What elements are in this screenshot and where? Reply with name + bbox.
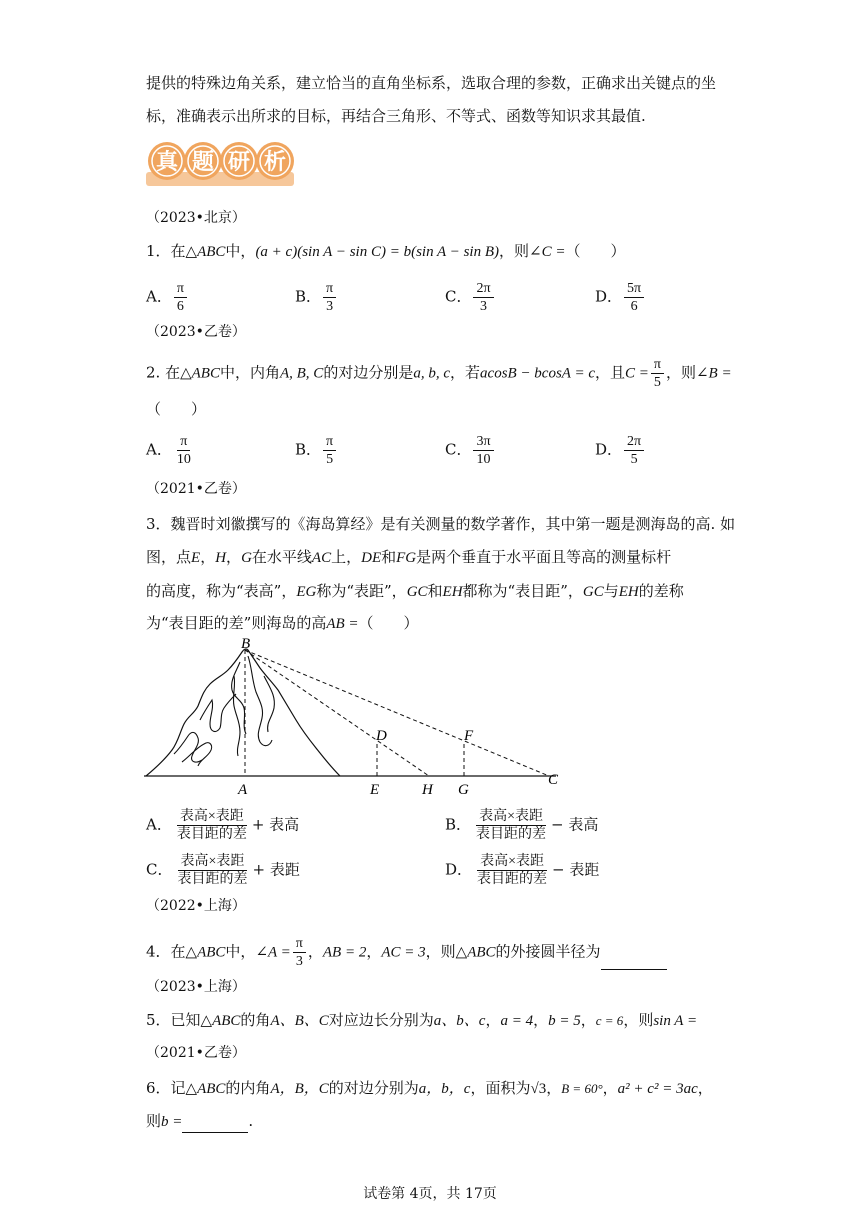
q2-text: 中，内角 — [219, 363, 280, 382]
q4-text: 中， — [225, 942, 256, 961]
page-footer: 试卷第 4页，共 17页 — [363, 1186, 497, 1202]
fraction-num: π — [651, 356, 664, 374]
q2-condition-fraction — [651, 356, 664, 391]
q2-stem — [146, 356, 732, 391]
fraction-den: 3 — [480, 299, 488, 314]
fraction-den: 10 — [476, 452, 491, 467]
q2-option-c[interactable] — [445, 433, 496, 468]
q1-option-c[interactable] — [445, 280, 496, 315]
fraction-den: 3 — [295, 954, 303, 969]
q2-text: ，且 — [594, 363, 625, 382]
label-h: H — [422, 782, 433, 798]
q3-math: EH — [442, 584, 463, 600]
fraction-num: 2π — [473, 280, 493, 298]
option-fraction — [174, 853, 250, 888]
q6-text: ， — [546, 1079, 562, 1097]
q4-fraction — [293, 935, 306, 970]
q6-text: ， — [602, 1079, 618, 1097]
q3-text: 称为“表距”， — [316, 582, 407, 600]
label-c: C — [548, 772, 559, 788]
option-fraction — [174, 808, 250, 843]
q5-text: ，则 — [623, 1011, 654, 1029]
q5-text: ， — [533, 1011, 549, 1029]
q3-math: EG — [296, 584, 317, 600]
q6-target: b = — [161, 1114, 183, 1130]
q5-text: ， — [580, 1011, 596, 1029]
q3-line-2 — [146, 546, 671, 569]
q5-triangle: △ABC — [200, 1013, 241, 1029]
q2-target: ∠B = — [695, 365, 732, 382]
q4-angle: ∠A = — [255, 944, 291, 961]
fraction-num: 表高×表距 — [178, 853, 248, 871]
q3-option-d[interactable] — [445, 853, 599, 888]
q6-text: ， — [697, 1079, 713, 1097]
option-fraction — [323, 433, 336, 468]
q3-math: GC — [582, 584, 604, 600]
fraction-num: 3π — [473, 433, 493, 451]
fraction-num: π — [177, 433, 190, 451]
option-label: A． — [146, 287, 172, 306]
q6-answer-blank[interactable] — [182, 1116, 248, 1133]
label-g: G — [458, 782, 469, 798]
q3-math: E — [191, 550, 201, 566]
option-fraction — [473, 280, 493, 315]
fraction-num: π — [323, 433, 336, 451]
option-label: B． — [295, 287, 322, 306]
q6-text: 6．记 — [146, 1079, 186, 1097]
option-fraction — [174, 433, 194, 468]
q4-stem — [146, 935, 667, 970]
option-fraction — [174, 280, 187, 315]
q3-text: 都称为“表目距”， — [462, 582, 583, 600]
q3-text: ， — [200, 548, 216, 566]
q3-line-3 — [146, 580, 684, 603]
option-fraction — [473, 433, 493, 468]
q3-text: 上， — [331, 548, 362, 566]
option-fraction — [323, 280, 336, 315]
q3-text: 在水平线 — [251, 548, 312, 566]
q3-text: 图，点 — [146, 548, 192, 566]
option-fraction — [474, 853, 550, 888]
q3-text: 与 — [603, 582, 619, 600]
q3-option-a[interactable] — [146, 808, 299, 843]
option-label: A． — [146, 440, 172, 459]
q3-math: FG — [396, 550, 417, 566]
label-a: A — [238, 782, 248, 798]
q3-target: AB = — [326, 616, 359, 632]
fraction-den: 6 — [630, 299, 638, 314]
q2-option-b[interactable] — [295, 433, 338, 468]
q1-text: ，则 — [498, 242, 529, 260]
q6-angles: A，B，C — [270, 1081, 329, 1097]
fraction-num: 表高×表距 — [177, 808, 247, 826]
option-label: C． — [445, 287, 472, 306]
q5-a: a = 4 — [500, 1013, 534, 1029]
q3-math: DE — [361, 550, 382, 566]
option-label: D． — [595, 287, 623, 306]
q1-source: （2023•北京） — [146, 210, 246, 226]
q1-option-a[interactable] — [146, 280, 189, 315]
q3-option-b[interactable] — [445, 808, 598, 843]
q2-sides: a, b, c — [413, 365, 451, 382]
q2-option-a[interactable] — [146, 433, 196, 468]
q1-option-b[interactable] — [295, 280, 338, 315]
island-ridge-2 — [200, 694, 236, 731]
q5-stem — [146, 1009, 697, 1032]
label-d: D — [376, 728, 387, 744]
q6-text: 的对边分别为 — [328, 1079, 419, 1097]
q3-text: ， — [226, 548, 242, 566]
banner-char-2: 题 — [191, 150, 215, 175]
q2-triangle: △ABC — [180, 365, 220, 382]
q3-math: G — [241, 550, 252, 566]
option-label: D． — [595, 440, 623, 459]
q4-ab: AB = 2 — [322, 944, 367, 961]
option-label: B． — [445, 815, 472, 834]
q5-angles: A、B、C — [270, 1013, 329, 1029]
fraction-den: 表目距的差 — [476, 827, 547, 842]
q3-math: H — [215, 550, 227, 566]
q3-source: （2021•乙卷） — [146, 481, 246, 497]
option-tail: − 表高 — [551, 815, 599, 834]
q3-text: 的差称 — [638, 582, 684, 600]
q1-stem — [146, 240, 625, 263]
q3-line-1: 3．魏晋时刘徽撰写的《海岛算经》是有关测量的数学著作，其中第一题是测海岛的高. 如 — [146, 515, 736, 533]
q5-target: sin A = — [653, 1013, 698, 1029]
q3-math: AC — [311, 550, 332, 566]
option-label: A． — [146, 815, 172, 834]
fraction-den: 5 — [630, 452, 638, 467]
fraction-den: 5 — [653, 375, 661, 390]
q2-option-d[interactable] — [595, 433, 646, 468]
island-figure — [144, 636, 574, 798]
fraction-num: π — [323, 280, 336, 298]
q4-triangle: △ABC — [185, 944, 226, 961]
q1-triangle: △ABC — [185, 244, 226, 260]
q3-answer-paren: （ ） — [358, 614, 419, 632]
q6-equation: a² + c² = 3ac — [617, 1081, 698, 1097]
q2-answer-paren: （ ） — [146, 400, 207, 418]
q2-source: （2023•乙卷） — [146, 324, 246, 340]
q2-formula: acosB − bcosA = c — [480, 365, 595, 382]
q1-text: 中， — [225, 242, 256, 260]
q4-source: （2022•上海） — [146, 898, 246, 914]
option-fraction — [473, 808, 549, 843]
q3-text: 为“表目距的差”则海岛的高 — [146, 614, 327, 632]
option-label: D． — [445, 860, 473, 879]
q5-b: b = 5 — [548, 1013, 581, 1029]
q2-text: 的对边分别是 — [323, 363, 414, 382]
q3-math: GC — [406, 584, 428, 600]
q2-text: ，若 — [450, 363, 481, 382]
intro-line-1: 提供的特殊边角关系，建立恰当的直角坐标系，选取合理的参数，正确求出关键点的坐 — [146, 74, 717, 92]
q4-text: ，则 — [425, 942, 456, 961]
q4-ac: AC = 3 — [381, 944, 426, 961]
fraction-den: 5 — [326, 452, 334, 467]
q4-text: 4．在 — [146, 942, 186, 961]
q6-text: 则 — [146, 1112, 162, 1130]
q1-text: 1．在 — [146, 242, 186, 260]
q3-option-c[interactable] — [146, 853, 300, 888]
label-f: F — [464, 728, 474, 744]
fraction-num: 2π — [624, 433, 644, 451]
fraction-den: 表目距的差 — [477, 872, 548, 887]
intro-line-2: 标，准确表示出所求的目标，再结合三角形、不等式、函数等知识求其最值. — [146, 107, 646, 125]
q4-answer-blank[interactable] — [601, 953, 667, 970]
q4-triangle: △ABC — [455, 944, 496, 961]
fraction-num: π — [293, 935, 306, 953]
island-outline — [146, 649, 340, 776]
label-b: B — [241, 636, 251, 652]
banner-char-1: 真 — [155, 150, 179, 175]
q6-area: √3 — [530, 1081, 547, 1097]
q3-line-4 — [146, 612, 419, 635]
q6-stem — [146, 1077, 713, 1100]
option-tail: + 表距 — [252, 860, 300, 879]
q5-sides: a、b、c — [433, 1013, 486, 1029]
fraction-den: 表目距的差 — [177, 872, 248, 887]
q3-text: 和 — [427, 582, 443, 600]
fraction-num: 5π — [624, 280, 644, 298]
q6-sides: a，b，c — [418, 1081, 471, 1097]
banner-char-4: 析 — [263, 150, 287, 175]
q6-text: ，面积为 — [470, 1079, 531, 1097]
q6-line-2 — [146, 1110, 253, 1133]
q5-text: 对应边长分别为 — [328, 1011, 434, 1029]
q2-text: 2. 在 — [146, 363, 181, 382]
fraction-den: 6 — [176, 299, 184, 314]
banner-char-3: 研 — [227, 150, 251, 175]
q5-c: c = 6 — [595, 1013, 624, 1028]
q5-source: （2023•上海） — [146, 979, 246, 995]
option-tail: − 表距 — [552, 860, 600, 879]
q6-triangle: △ABC — [185, 1081, 226, 1097]
fraction-den: 3 — [326, 299, 334, 314]
q3-text: 是两个垂直于水平面且等高的测量标杆 — [416, 548, 672, 566]
q3-math: EH — [618, 584, 639, 600]
q6-text: 的内角 — [225, 1079, 271, 1097]
fraction-den: 表目距的差 — [176, 827, 247, 842]
q3-text: 和 — [381, 548, 397, 566]
q2-angles: A, B, C — [279, 365, 324, 382]
q1-answer-paren: （ ） — [565, 242, 626, 260]
q5-text: 5．已知 — [146, 1011, 201, 1029]
fraction-num: π — [174, 280, 187, 298]
q5-text: 的角 — [240, 1011, 271, 1029]
sight-line-bc — [245, 650, 549, 776]
q4-text: 的外接圆半径为 — [495, 942, 601, 961]
q2-text: ，则 — [665, 363, 696, 382]
fraction-num: 表高×表距 — [476, 808, 546, 826]
section-banner — [146, 140, 294, 190]
option-label: B． — [295, 440, 322, 459]
island-ridge-3 — [233, 676, 240, 756]
q1-option-d[interactable] — [595, 280, 646, 315]
q6-text: . — [248, 1112, 254, 1130]
q6-b-condition: B = 60° — [561, 1081, 603, 1096]
q1-formula: (a + c)(sin A − sin C) = b(sin A − sin B) — [255, 244, 499, 260]
option-label: C． — [146, 860, 173, 879]
q4-text: ， — [366, 942, 382, 961]
q2-condition: C = — [625, 365, 649, 382]
island-ridge-4 — [248, 656, 272, 746]
option-tail: + 表高 — [251, 815, 300, 834]
q3-text: 的高度，称为“表高”， — [146, 582, 297, 600]
option-label: C． — [445, 440, 472, 459]
q6-source: （2021•乙卷） — [146, 1045, 246, 1061]
q1-target: ∠C = — [529, 244, 566, 260]
q4-text: ， — [307, 942, 323, 961]
fraction-den: 10 — [176, 452, 191, 467]
label-e: E — [370, 782, 380, 798]
option-fraction — [624, 433, 644, 468]
option-fraction — [624, 280, 644, 315]
q5-text: ， — [485, 1011, 501, 1029]
fraction-num: 表高×表距 — [477, 853, 547, 871]
